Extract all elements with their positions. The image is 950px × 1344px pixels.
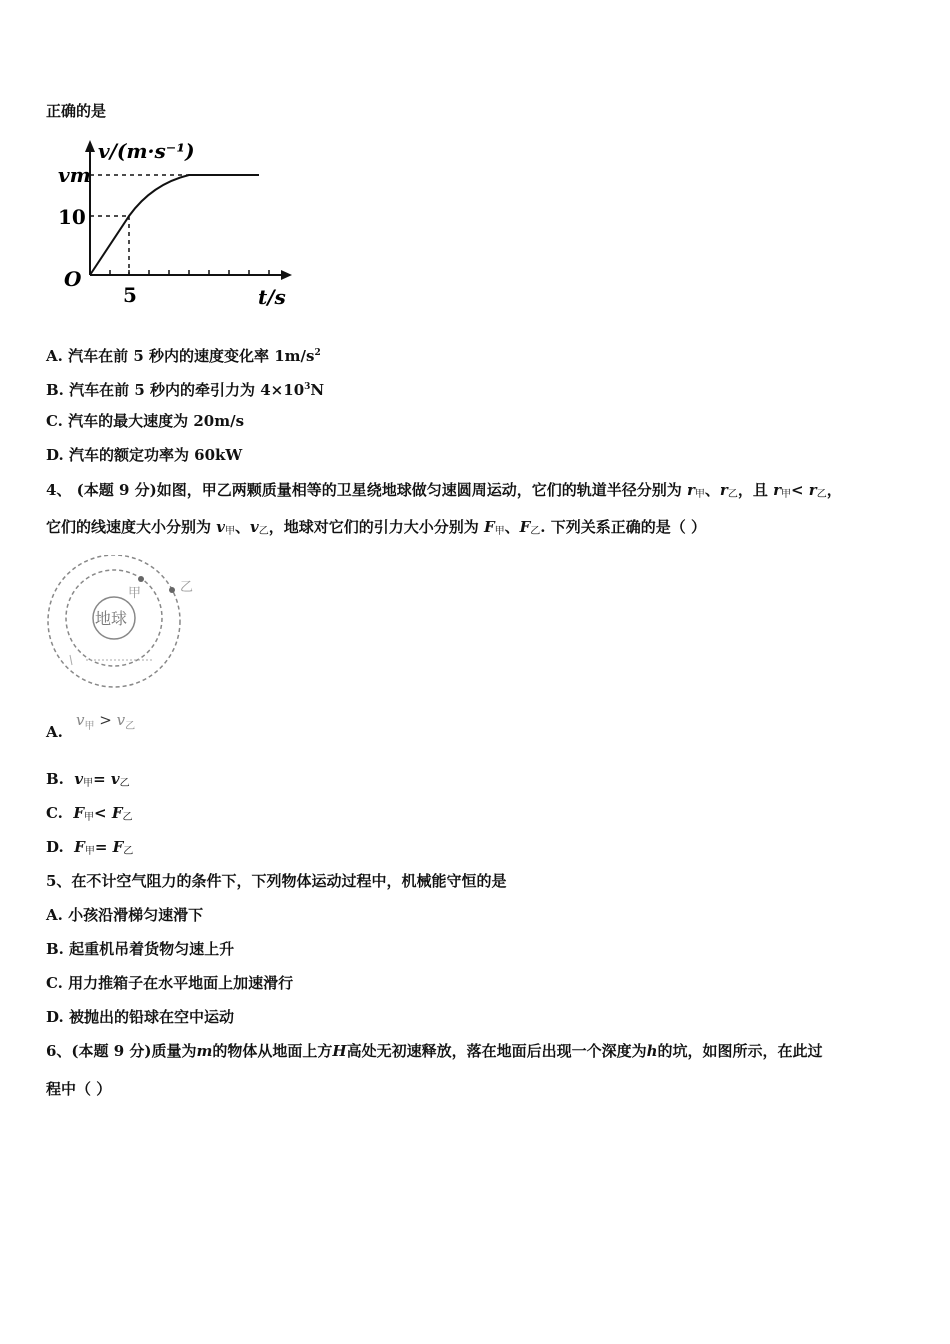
q4-stem-line2: [46, 517, 706, 542]
superscript: 3: [304, 382, 311, 392]
var-v: v: [76, 711, 85, 729]
satellite-jia-label: 甲: [128, 586, 142, 601]
option-letter: D.: [46, 838, 64, 856]
subscript-yi: 乙: [258, 526, 269, 537]
stem-text: 6、(本题 9 分)质量为: [46, 1042, 197, 1060]
var-h: h: [646, 1042, 658, 1060]
q4-stem-line1: [46, 480, 842, 505]
var-v: v: [110, 770, 120, 788]
stem-text: . 下列关系正确的是（ ）: [540, 518, 706, 536]
q4-option-a-formula: [76, 711, 135, 737]
punct: 、: [504, 518, 520, 536]
subscript-jia: 甲: [694, 489, 705, 500]
operator: =: [93, 770, 106, 788]
var-F: F: [74, 838, 85, 856]
option-text: 起重机吊着货物匀速上升: [69, 940, 235, 958]
var-F: F: [111, 804, 123, 822]
subscript-yi: 乙: [119, 778, 130, 789]
operator: =: [94, 838, 108, 856]
var-v: v: [216, 518, 225, 536]
q6-stem-line1: [46, 1041, 823, 1061]
option-letter: C.: [46, 974, 63, 992]
five-label: 5: [123, 283, 137, 307]
var-F: F: [112, 838, 124, 856]
option-text: 汽车的最大速度为 20m/s: [68, 412, 245, 430]
var-v: v: [249, 518, 259, 536]
satellite-yi: [169, 587, 175, 593]
option-text: 汽车在前 5 秒内的牵引力为 4×10: [69, 381, 305, 399]
q3-option-d: [46, 445, 242, 465]
subscript-jia: 甲: [83, 778, 94, 789]
vm-label: vm: [58, 163, 91, 187]
var-H: H: [332, 1042, 347, 1060]
option-letter: B.: [46, 940, 64, 958]
var-r: r: [773, 481, 781, 499]
subscript-yi: 乙: [816, 489, 827, 500]
y-axis-label: v/(m·s⁻¹): [98, 139, 195, 163]
satellite-jia: [138, 576, 144, 582]
stem-text: 的坑，如图所示，在此过: [657, 1042, 823, 1060]
y-axis-arrow: [85, 140, 95, 152]
stem-text: 高处无初速释放，落在地面后出现一个深度为: [346, 1042, 647, 1060]
satellite-yi-label: 乙: [180, 580, 194, 595]
q4-option-d: [46, 837, 133, 862]
option-text: 小孩沿滑梯匀速滑下: [68, 906, 204, 924]
q5-option-b: [46, 939, 234, 959]
subscript-jia: 甲: [84, 812, 95, 823]
q5-option-a: [46, 905, 203, 925]
subscript-jia: 甲: [780, 489, 791, 500]
velocity-time-graph: [52, 134, 302, 314]
option-letter: A.: [46, 906, 63, 924]
stem-text: 它们的线速度大小分别为: [46, 518, 212, 536]
subscript-yi: 乙: [122, 812, 133, 823]
option-letter: C.: [46, 804, 63, 822]
stem-text: ，且: [737, 481, 768, 499]
option-letter: B.: [46, 381, 64, 399]
subscript-yi: 乙: [530, 526, 541, 537]
q5-stem: 5、在不计空气阻力的条件下，下列物体运动过程中，机械能守恒的是: [46, 872, 507, 890]
punct: 、: [704, 481, 720, 499]
var-v: v: [116, 711, 126, 729]
subscript-jia: 甲: [84, 846, 95, 857]
option-text: 汽车在前 5 秒内的速度变化率 1m/s: [68, 347, 315, 365]
option-text: 汽车的额定功率为 60kW: [68, 446, 243, 464]
earth-label: 地球: [95, 609, 128, 628]
q3-option-a: [46, 343, 321, 366]
q3-option-b: [46, 377, 324, 400]
punct: 、: [234, 518, 250, 536]
superscript: 2: [314, 348, 321, 358]
option-letter: A.: [46, 347, 63, 365]
option-letter: B.: [46, 770, 64, 788]
punct: ，: [826, 481, 842, 499]
orbit-figure: [46, 555, 206, 690]
var-F: F: [73, 804, 85, 822]
option-letter: A.: [46, 723, 63, 741]
stem-text: 的物体从地面上方: [212, 1042, 333, 1060]
var-r: r: [687, 481, 695, 499]
intro-text: 正确的是: [46, 102, 107, 120]
var-F: F: [483, 518, 495, 536]
stem-text: (本题 9 分)如图，甲乙两颗质量相等的卫星绕地球做匀速圆周运动，它们的轨道半径分别为: [76, 481, 682, 499]
option-letter: D.: [46, 1008, 64, 1026]
q5-option-d: [46, 1007, 234, 1027]
option-tail: N: [310, 381, 325, 399]
subscript-jia: 甲: [224, 526, 235, 537]
var-r: r: [719, 481, 728, 499]
question-number: 4、: [46, 481, 72, 499]
subscript-jia: 甲: [494, 526, 505, 537]
subscript-yi: 乙: [123, 846, 134, 857]
q4-option-b: [46, 769, 130, 794]
q5-option-c: [46, 973, 293, 993]
var-F: F: [519, 518, 531, 536]
subscript-yi: 乙: [727, 489, 738, 500]
subscript-jia: 甲: [84, 721, 95, 732]
x-axis-arrow: [281, 270, 292, 280]
q4-option-c: [46, 803, 132, 828]
var-v: v: [74, 770, 84, 788]
operator: <: [94, 804, 107, 822]
operator: >: [99, 711, 112, 729]
x-axis-label: t/s: [258, 285, 286, 309]
velocity-curve: [90, 175, 259, 275]
option-letter: D.: [46, 446, 64, 464]
origin-label: O: [64, 267, 82, 291]
option-letter: C.: [46, 412, 63, 430]
option-text: 被抛出的铅球在空中运动: [68, 1008, 234, 1026]
subscript-yi: 乙: [125, 721, 136, 732]
var-m: m: [196, 1042, 213, 1060]
var-r: r: [808, 481, 817, 499]
operator: <: [790, 481, 804, 499]
option-text: 用力推箱子在水平地面上加速滑行: [68, 974, 294, 992]
ten-label: 10: [58, 205, 86, 229]
stem-text: ，地球对它们的引力大小分别为: [268, 518, 479, 536]
q4-option-a: [46, 722, 63, 742]
q3-option-c: [46, 411, 244, 431]
q6-stem-line2: 程中（ ）: [46, 1080, 112, 1098]
